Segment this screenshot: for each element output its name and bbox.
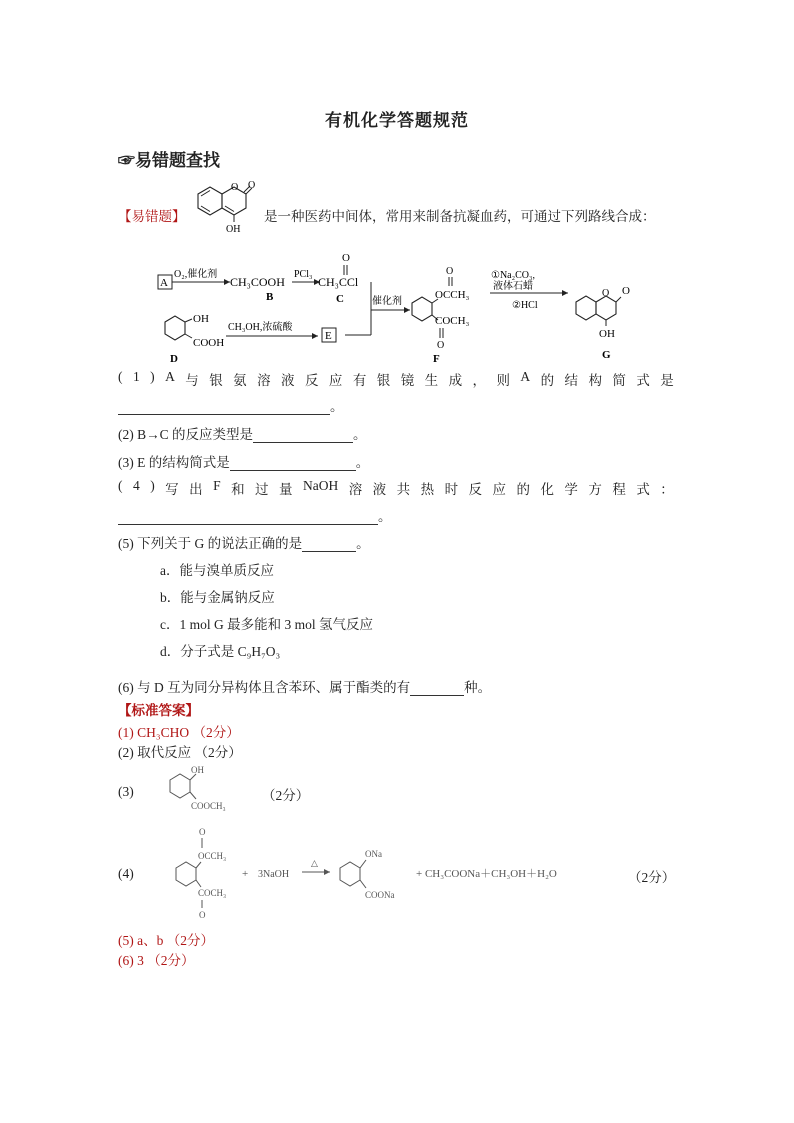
svg-text:ONa: ONa — [365, 849, 382, 859]
svg-text:CH₃COOH: CH₃COOH — [230, 275, 285, 289]
option-a: a．能与溴单质反应 — [160, 563, 274, 578]
svg-text:O: O — [199, 910, 206, 920]
svg-text:O: O — [437, 340, 445, 351]
svg-text:A: A — [160, 277, 168, 289]
answer-6: (6) 3 （2分） — [118, 953, 195, 968]
svg-text:COOCH₃: COOCH₃ — [191, 801, 226, 811]
svg-text:PCl₃: PCl₃ — [294, 269, 313, 280]
svg-text:O: O — [622, 285, 630, 297]
svg-text:B: B — [266, 291, 274, 303]
svg-text:C: C — [336, 293, 344, 305]
option-b: b．能与金属钠反应 — [160, 590, 275, 605]
question-6-blank[interactable] — [410, 681, 464, 696]
answers-tag: 【标准答案】 — [118, 703, 199, 718]
option-d: d．分子式是 C₉H₇O₃ — [160, 644, 281, 659]
question-1-blank[interactable]: 。 — [118, 395, 344, 415]
svg-text:①Na₂CO₃,: ①Na₂CO₃, — [491, 270, 535, 281]
svg-text:+: + — [242, 868, 249, 880]
question-1: ( 1 ) A 与 银 氨 溶 液 反 应 有 银 镜 生 成 ， 则 A 的 结 构 简 式 是 — [118, 369, 674, 388]
svg-text:液体石蜡: 液体石蜡 — [493, 281, 533, 292]
option-c: c．1 mol G 最多能和 3 mol 氢气反应 — [160, 617, 373, 632]
question-6: (6) 与 D 互为同分异构体且含苯环、属于酯类的有 种。 — [118, 680, 492, 695]
svg-text:O₂,催化剂: O₂,催化剂 — [174, 269, 218, 280]
answer-4-number: (4) — [118, 866, 134, 881]
svg-text:COONa: COONa — [365, 890, 395, 900]
answer-3-structure — [160, 762, 250, 822]
question-5-blank[interactable] — [302, 537, 356, 552]
svg-text:G: G — [602, 349, 611, 361]
problem-intro: 是一种医药中间体，常用来制备抗凝血药，可通过下列路线合成： — [264, 209, 656, 224]
svg-text:催化剂: 催化剂 — [372, 296, 402, 307]
svg-text:OH: OH — [191, 765, 204, 775]
svg-text:+ CH₃COONa＋CH₃OH＋H₂O: + CH₃COONa＋CH₃OH＋H₂O — [416, 868, 557, 880]
svg-text:CH₃OH,浓硫酸: CH₃OH,浓硫酸 — [228, 322, 293, 333]
question-2: (2) B→C 的反应类型是 。 — [118, 427, 367, 442]
problem-tag: 【易错题】 — [118, 209, 186, 224]
answer-3-number: (3) — [118, 784, 134, 799]
svg-text:COCH₃: COCH₃ — [435, 315, 470, 327]
svg-text:COOH: COOH — [193, 337, 225, 349]
svg-text:OH: OH — [599, 328, 615, 340]
svg-text:3NaOH: 3NaOH — [258, 869, 290, 880]
answer-3-score: （2分） — [262, 788, 310, 803]
question-4: ( 4 ) 写 出 F 和 过 量 NaOH 溶 液 共 热 时 反 应 的 化 学 方 程 式 ： — [118, 478, 674, 497]
section-title: ☞易错题查找 — [118, 151, 220, 170]
question-4-blank[interactable]: 。 — [118, 505, 392, 525]
svg-text:OCCH₃: OCCH₃ — [198, 851, 227, 861]
question-2-blank[interactable] — [253, 428, 353, 443]
answer-1: (1) CH₃CHO （2分） — [118, 725, 240, 740]
svg-text:△: △ — [311, 858, 318, 868]
starting-molecule-structure — [186, 180, 256, 240]
page-title: 有机化学答题规范 — [325, 111, 469, 130]
svg-text:O: O — [248, 180, 256, 191]
svg-text:D: D — [170, 353, 178, 365]
svg-text:O: O — [602, 288, 610, 299]
svg-text:②HCl: ②HCl — [512, 300, 538, 311]
svg-text:O: O — [446, 266, 454, 277]
svg-text:E: E — [325, 330, 332, 342]
synthesis-scheme — [150, 248, 670, 366]
svg-text:OH: OH — [226, 224, 241, 235]
svg-text:O: O — [199, 827, 206, 837]
svg-text:OH: OH — [193, 313, 209, 325]
question-3-blank[interactable] — [230, 456, 356, 471]
svg-text:CH₃CCl: CH₃CCl — [318, 275, 359, 289]
question-5: (5) 下列关于 G 的说法正确的是 。 — [118, 536, 370, 551]
answer-5: (5) a、b （2分） — [118, 933, 214, 948]
svg-text:O: O — [231, 182, 239, 193]
question-3: (3) E 的结构简式是 。 — [118, 455, 370, 470]
svg-text:OCCH₃: OCCH₃ — [435, 289, 470, 301]
svg-text:O: O — [342, 252, 350, 264]
svg-text:COCH₃: COCH₃ — [198, 888, 227, 898]
answer-2: (2) 取代反应 （2分） — [118, 745, 242, 760]
svg-text:F: F — [433, 353, 440, 365]
answer-4-equation — [160, 822, 680, 922]
answer-4-score: （2分） — [628, 870, 676, 885]
